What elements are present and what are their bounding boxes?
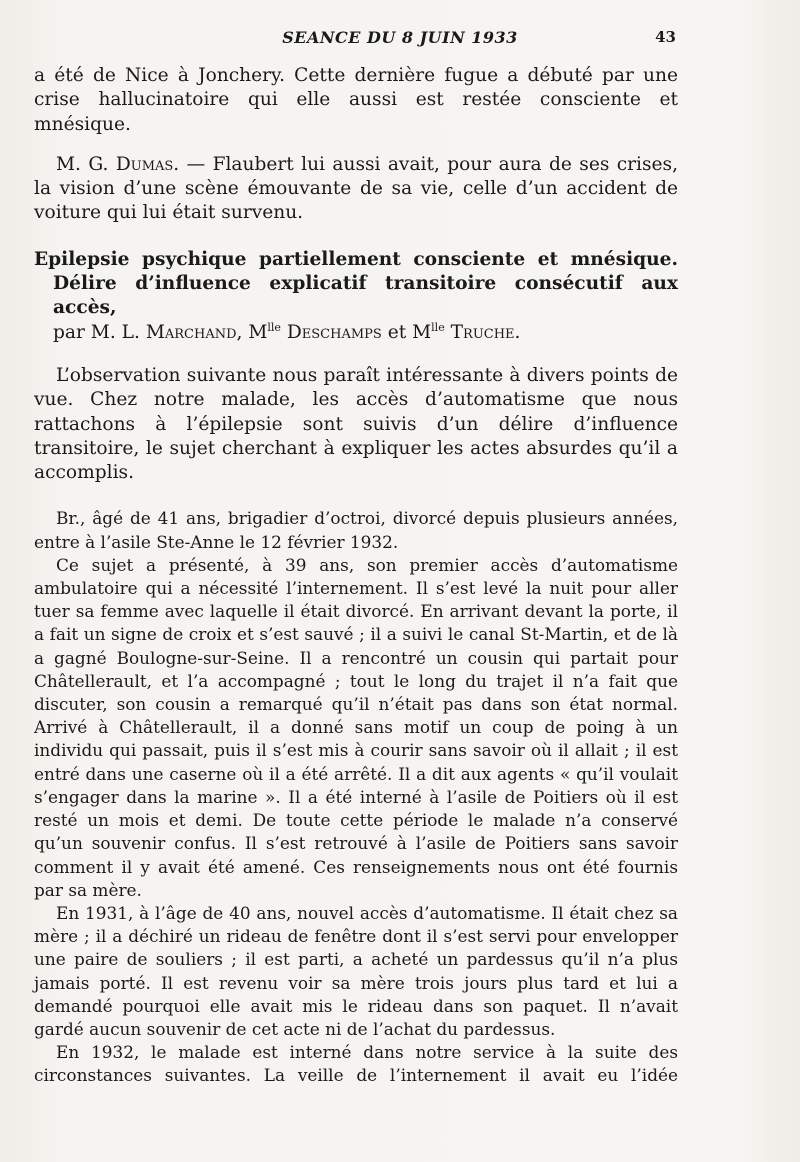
article-byline — [34, 321, 678, 345]
observation-paragraph-2: Ce sujet a présenté, à 39 ans, son premier accès d’automatisme ambulatoire qui a nécessité l’internement. Il s’est levé la nuit pour aller tuer sa femme avec laquelle il était divorcé. En arrivant devant la porte, il a fait un signe de croix et s’est sauvé ; il a suivi le canal St-Martin, et de là a gagné Boulogne-sur-Seine. Il a rencontré un cousin qui partait pour Châtellerault, et l’a accompagné ; tout le long du trajet il n’a fait que discuter, son cousin a remarqué qu’il n’était pas dans son état normal. Arrivé à Châtellerault, il a donné sans motif un coup de poing à un individu qui passait, puis il s’est mis à courir sans savoir où il allait ; il est entré dans une caserne où il a été arrêté. Il a dit aux agents « qu’il voulait s’engager dans la marine ». Il a été interné à l’asile de Poitiers où il est resté un mois et demi. De toute cette période le malade n’a conservé qu’un souvenir confus. Il s’est retrouvé à l’asile de Poitiers sans savoir comment il y avait été amené. Ces renseignements nous ont été fournis par sa mère. — [34, 554, 678, 900]
title-mlle-1: lle — [267, 320, 281, 334]
article-title — [34, 248, 678, 321]
speaker-prefix: M. G. — [56, 153, 116, 175]
paragraph-continuation: a été de Nice à Jonchery. Cette dernière fugue a débuté par une crise hallucinatoire qui elle aussi est restée consciente et mnésique. — [34, 65, 678, 135]
page-body — [34, 64, 678, 1088]
title-mlle-2: lle — [431, 320, 445, 334]
author-truche: Truche — [450, 321, 515, 343]
byline-par: par M. L. — [53, 321, 146, 343]
paragraph-dumas-remark — [34, 153, 678, 226]
running-title: SEANCE DU 8 JUIN 1933 — [282, 28, 518, 47]
article-introduction: L’observation suivante nous paraît intéressante à divers points de vue. Chez notre malade, les accès d’automatisme que nous rattachons à l’épilepsie sont suivis d’un délire d’influence transitoire, le sujet cherchant à expliquer les actes absurdes qu’il a accomplis. — [34, 364, 678, 484]
observation-paragraph-3: En 1931, à l’âge de 40 ans, nouvel accès d’automatisme. Il était chez sa mère ; il a déchiré un rideau de fenêtre dont il s’est servi pour envelopper une paire de souliers ; il est parti, a acheté un pardessus qu’il n’a plus jamais porté. Il est revenu voir sa mère trois jours plus tard et lui a demandé pourquoi elle avait mis le rideau dans son paquet. Il n’avait gardé aucun souvenir de cet acte ni de l’achat du pardessus. — [34, 902, 678, 1039]
observation-paragraph-4: En 1932, le malade est interné dans notre service à la suite des circonstances suivantes. La veille de l’internement il avait eu l’idée — [34, 1042, 678, 1086]
article-title-line-1: Epilepsie psychique partiellement consciente et mnésique. — [34, 248, 678, 270]
page-number: 43 — [655, 28, 676, 46]
article-title-line-2: Délire d’influence explicatif transitoire consécutif aux accès, — [53, 273, 678, 319]
observation-paragraph-1: Br., âgé de 41 ans, brigadier d’octroi, divorcé depuis plusieurs années, entre à l’asile Ste-Anne le 12 février 1932. — [34, 508, 678, 552]
remark-text: . — Flaubert lui aussi avait, pour aura de ses crises, la vision d’une scène émouvante de sa vie, celle d’un accident de voiture qui lui était survenu. — [34, 153, 679, 224]
speaker-name: Dumas — [115, 153, 174, 175]
byline-end: . — [514, 321, 521, 343]
byline-comma: , M — [236, 321, 268, 343]
byline-et: et M — [381, 321, 432, 343]
running-header — [0, 28, 800, 50]
author-deschamps: Deschamps — [286, 321, 382, 343]
author-marchand: Marchand — [145, 321, 237, 343]
